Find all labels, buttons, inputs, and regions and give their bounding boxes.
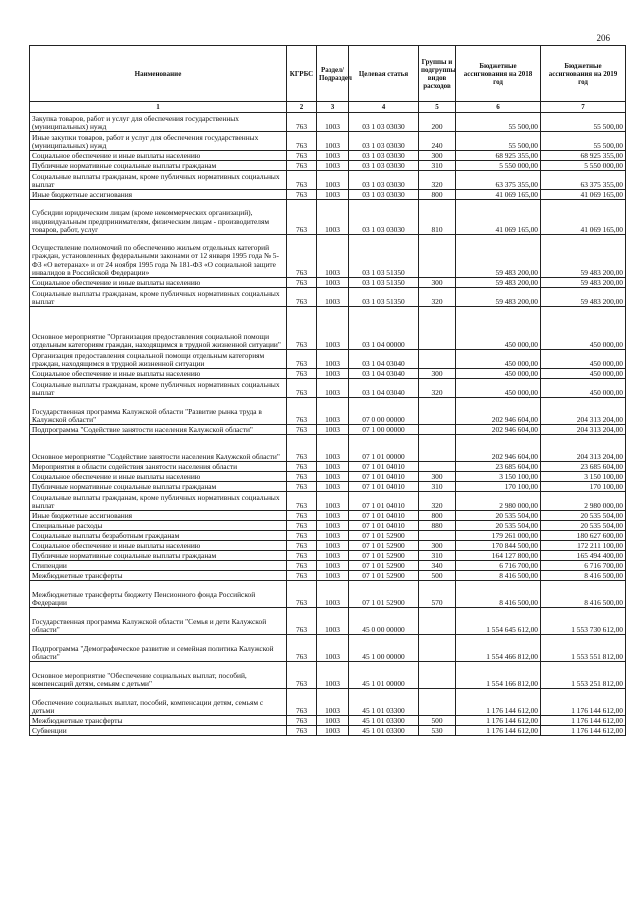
- row-group-cell: 800: [419, 190, 456, 200]
- page-number: 206: [596, 33, 610, 43]
- table-row: [30, 521, 626, 531]
- column-number: 6: [456, 102, 541, 113]
- row-kgrbs-cell: 763: [287, 379, 317, 398]
- row-2019-cell: 59 483 200,00: [541, 288, 626, 307]
- row-group-cell: [419, 435, 456, 462]
- column-number-row: [30, 102, 626, 113]
- row-2018-cell: 3 150 100,00: [456, 472, 541, 482]
- header-name: Наименование: [30, 46, 287, 102]
- row-2019-cell: 450 000,00: [541, 379, 626, 398]
- row-2018-cell: 5 550 000,00: [456, 161, 541, 171]
- row-razdel-cell: 1003: [317, 608, 349, 635]
- row-kgrbs-cell: 763: [287, 435, 317, 462]
- row-kgrbs-cell: 763: [287, 492, 317, 511]
- row-kgrbs-cell: 763: [287, 541, 317, 551]
- table-row: [30, 200, 626, 235]
- row-name-cell: Иные закупки товаров, работ и услуг для обеспечения государственных (муниципальных) нужд: [30, 132, 287, 151]
- row-2018-cell: 8 416 500,00: [456, 581, 541, 608]
- row-name-cell: Иные бюджетные ассигнования: [30, 190, 287, 200]
- row-name-cell: Основное мероприятие "Содействие занятости населения Калужской области": [30, 435, 287, 462]
- row-target-cell: 07 1 01 52900: [349, 571, 419, 581]
- row-name-cell: Основное мероприятие "Обеспечение социальных выплат, пособий, компенсаций детям, семьям с детьми": [30, 662, 287, 689]
- row-2018-cell: 20 535 504,00: [456, 511, 541, 521]
- row-group-cell: 810: [419, 200, 456, 235]
- row-name-cell: Социальные выплаты гражданам, кроме публичных нормативных социальных выплат: [30, 171, 287, 190]
- row-2019-cell: 204 313 204,00: [541, 435, 626, 462]
- row-2018-cell: 179 261 000,00: [456, 531, 541, 541]
- row-razdel-cell: 1003: [317, 541, 349, 551]
- table-row: [30, 571, 626, 581]
- row-2019-cell: 204 313 204,00: [541, 398, 626, 425]
- row-name-cell: Социальные выплаты гражданам, кроме публичных нормативных социальных выплат: [30, 492, 287, 511]
- table-row: [30, 288, 626, 307]
- row-kgrbs-cell: 763: [287, 608, 317, 635]
- table-row: [30, 726, 626, 736]
- row-group-cell: [419, 398, 456, 425]
- row-group-cell: [419, 235, 456, 278]
- row-group-cell: 300: [419, 278, 456, 288]
- table-row: [30, 278, 626, 288]
- row-kgrbs-cell: 763: [287, 462, 317, 472]
- table-row: [30, 608, 626, 635]
- row-2019-cell: 8 416 500,00: [541, 571, 626, 581]
- row-target-cell: 03 1 03 03030: [349, 151, 419, 161]
- row-target-cell: 07 1 01 52900: [349, 561, 419, 571]
- row-kgrbs-cell: 763: [287, 581, 317, 608]
- row-2019-cell: 1 176 144 612,00: [541, 689, 626, 716]
- column-number: 2: [287, 102, 317, 113]
- row-name-cell: Публичные нормативные социальные выплаты гражданам: [30, 161, 287, 171]
- column-number: 1: [30, 102, 287, 113]
- row-2019-cell: 165 494 400,00: [541, 551, 626, 561]
- table-row: [30, 350, 626, 369]
- row-razdel-cell: 1003: [317, 113, 349, 132]
- row-2019-cell: 8 416 500,00: [541, 581, 626, 608]
- row-razdel-cell: 1003: [317, 726, 349, 736]
- table-row: [30, 662, 626, 689]
- row-kgrbs-cell: 763: [287, 235, 317, 278]
- row-target-cell: 03 1 03 51350: [349, 278, 419, 288]
- table-row: [30, 435, 626, 462]
- row-2019-cell: 170 100,00: [541, 482, 626, 492]
- row-group-cell: 320: [419, 288, 456, 307]
- header-kgrbs: КГРБС: [287, 46, 317, 102]
- row-name-cell: Социальные выплаты безработным гражданам: [30, 531, 287, 541]
- row-razdel-cell: 1003: [317, 200, 349, 235]
- row-group-cell: 300: [419, 369, 456, 379]
- header-2019: Бюджетные ассигнования на 2019 год: [541, 46, 626, 102]
- row-group-cell: [419, 462, 456, 472]
- row-kgrbs-cell: 763: [287, 425, 317, 435]
- row-2019-cell: 1 553 730 612,00: [541, 608, 626, 635]
- row-name-cell: Подпрограмма "Содействие занятости населения Калужской области": [30, 425, 287, 435]
- row-name-cell: Организация предоставления социальной помощи отдельным категориям граждан, находящимся в трудной жизненной ситуации: [30, 350, 287, 369]
- row-group-cell: 240: [419, 132, 456, 151]
- row-name-cell: Публичные нормативные социальные выплаты гражданам: [30, 551, 287, 561]
- row-target-cell: 07 1 01 52900: [349, 551, 419, 561]
- row-razdel-cell: 1003: [317, 171, 349, 190]
- header-row: [30, 46, 626, 102]
- row-name-cell: Специальные расходы: [30, 521, 287, 531]
- row-group-cell: 320: [419, 379, 456, 398]
- row-razdel-cell: 1003: [317, 511, 349, 521]
- row-2019-cell: 41 069 165,00: [541, 190, 626, 200]
- table-row: [30, 307, 626, 350]
- row-kgrbs-cell: 763: [287, 171, 317, 190]
- column-number: 3: [317, 102, 349, 113]
- header-razdel: Раздел/ Подраздел: [317, 46, 349, 102]
- row-group-cell: [419, 608, 456, 635]
- row-kgrbs-cell: 763: [287, 278, 317, 288]
- row-target-cell: 03 1 03 03030: [349, 161, 419, 171]
- row-2018-cell: 55 500,00: [456, 132, 541, 151]
- row-target-cell: 03 1 04 00000: [349, 307, 419, 350]
- row-name-cell: Социальное обеспечение и иные выплаты населению: [30, 369, 287, 379]
- table-row: [30, 171, 626, 190]
- row-name-cell: Закупка товаров, работ и услуг для обеспечения государственных (муниципальных) нужд: [30, 113, 287, 132]
- row-kgrbs-cell: 763: [287, 113, 317, 132]
- row-name-cell: Субсидии юридическим лицам (кроме некоммерческих организаций), индивидуальным предпринимателям, физическим лицам - производителям товаров, работ, услуг: [30, 200, 287, 235]
- header-2018: Бюджетные ассигнования на 2018 год: [456, 46, 541, 102]
- row-target-cell: 45 1 00 00000: [349, 635, 419, 662]
- row-name-cell: Подпрограмма "Демографическое развитие и семейная политика Калужской области": [30, 635, 287, 662]
- row-2019-cell: 68 925 355,00: [541, 151, 626, 161]
- row-2019-cell: 41 069 165,00: [541, 200, 626, 235]
- row-2019-cell: 55 500,00: [541, 113, 626, 132]
- row-2019-cell: 450 000,00: [541, 369, 626, 379]
- row-kgrbs-cell: 763: [287, 200, 317, 235]
- row-group-cell: 500: [419, 571, 456, 581]
- table-row: [30, 425, 626, 435]
- row-target-cell: 03 1 03 03030: [349, 190, 419, 200]
- row-kgrbs-cell: 763: [287, 571, 317, 581]
- table-row: [30, 511, 626, 521]
- row-target-cell: 03 1 03 03030: [349, 113, 419, 132]
- row-target-cell: 03 1 04 03040: [349, 369, 419, 379]
- row-2019-cell: 23 685 604,00: [541, 462, 626, 472]
- row-2018-cell: 170 844 500,00: [456, 541, 541, 551]
- row-name-cell: Осуществление полномочий по обеспечению жильем отдельных категорий граждан, установленных федеральными законами от 12 января 1995 года № 5-ФЗ «О ветеранах» и от 24 ноября 1995 года № 181-ФЗ «О социальной защите инвалидов в Российской Федерации»: [30, 235, 287, 278]
- row-2018-cell: 59 483 200,00: [456, 235, 541, 278]
- row-kgrbs-cell: 763: [287, 635, 317, 662]
- header-group: Группы и подгруппы видов расходов: [419, 46, 456, 102]
- row-razdel-cell: 1003: [317, 369, 349, 379]
- row-group-cell: 200: [419, 113, 456, 132]
- row-name-cell: Государственная программа Калужской области "Семья и дети Калужской области": [30, 608, 287, 635]
- row-2018-cell: 41 069 165,00: [456, 190, 541, 200]
- row-target-cell: 07 1 01 52900: [349, 531, 419, 541]
- row-razdel-cell: 1003: [317, 492, 349, 511]
- row-razdel-cell: 1003: [317, 571, 349, 581]
- row-group-cell: 500: [419, 716, 456, 726]
- row-group-cell: [419, 635, 456, 662]
- row-2018-cell: 41 069 165,00: [456, 200, 541, 235]
- table-row: [30, 379, 626, 398]
- row-2018-cell: 23 685 604,00: [456, 462, 541, 472]
- row-kgrbs-cell: 763: [287, 288, 317, 307]
- row-group-cell: [419, 350, 456, 369]
- row-target-cell: 07 1 01 04010: [349, 472, 419, 482]
- row-name-cell: Социальные выплаты гражданам, кроме публичных нормативных социальных выплат: [30, 379, 287, 398]
- row-target-cell: 45 0 00 00000: [349, 608, 419, 635]
- row-2019-cell: 450 000,00: [541, 307, 626, 350]
- row-razdel-cell: 1003: [317, 190, 349, 200]
- row-2018-cell: 55 500,00: [456, 113, 541, 132]
- row-2018-cell: 68 925 355,00: [456, 151, 541, 161]
- row-2018-cell: 1 554 645 612,00: [456, 608, 541, 635]
- row-name-cell: Публичные нормативные социальные выплаты гражданам: [30, 482, 287, 492]
- column-number: 7: [541, 102, 626, 113]
- row-2019-cell: 450 000,00: [541, 350, 626, 369]
- row-2019-cell: 1 553 251 812,00: [541, 662, 626, 689]
- row-razdel-cell: 1003: [317, 398, 349, 425]
- row-name-cell: Социальное обеспечение и иные выплаты населению: [30, 151, 287, 161]
- row-razdel-cell: 1003: [317, 435, 349, 462]
- row-2018-cell: 202 946 604,00: [456, 398, 541, 425]
- row-target-cell: 07 1 01 04010: [349, 492, 419, 511]
- table-row: [30, 635, 626, 662]
- row-target-cell: 07 1 01 00000: [349, 435, 419, 462]
- table-row: [30, 561, 626, 571]
- row-kgrbs-cell: 763: [287, 716, 317, 726]
- row-2018-cell: 63 375 355,00: [456, 171, 541, 190]
- row-2018-cell: 1 554 166 812,00: [456, 662, 541, 689]
- row-kgrbs-cell: 763: [287, 662, 317, 689]
- row-kgrbs-cell: 763: [287, 307, 317, 350]
- row-2019-cell: 2 980 000,00: [541, 492, 626, 511]
- row-razdel-cell: 1003: [317, 161, 349, 171]
- row-razdel-cell: 1003: [317, 689, 349, 716]
- row-2018-cell: 450 000,00: [456, 379, 541, 398]
- row-2019-cell: 63 375 355,00: [541, 171, 626, 190]
- row-kgrbs-cell: 763: [287, 350, 317, 369]
- row-razdel-cell: 1003: [317, 132, 349, 151]
- row-kgrbs-cell: 763: [287, 151, 317, 161]
- row-2019-cell: 59 483 200,00: [541, 278, 626, 288]
- row-target-cell: 03 1 03 03030: [349, 171, 419, 190]
- row-kgrbs-cell: 763: [287, 398, 317, 425]
- row-name-cell: Межбюджетные трансферты: [30, 716, 287, 726]
- row-2019-cell: 172 211 100,00: [541, 541, 626, 551]
- row-razdel-cell: 1003: [317, 482, 349, 492]
- row-2019-cell: 20 535 504,00: [541, 511, 626, 521]
- row-razdel-cell: 1003: [317, 151, 349, 161]
- table-row: [30, 235, 626, 278]
- row-target-cell: 45 1 01 03300: [349, 716, 419, 726]
- row-group-cell: 320: [419, 171, 456, 190]
- row-razdel-cell: 1003: [317, 235, 349, 278]
- budget-table: [29, 45, 626, 736]
- column-number: 4: [349, 102, 419, 113]
- column-number: 5: [419, 102, 456, 113]
- row-group-cell: 300: [419, 472, 456, 482]
- row-razdel-cell: 1003: [317, 462, 349, 472]
- row-2018-cell: 20 535 504,00: [456, 521, 541, 531]
- row-target-cell: 45 1 01 03300: [349, 689, 419, 716]
- row-name-cell: Государственная программа Калужской области "Развитие рынка труда в Калужской области": [30, 398, 287, 425]
- row-target-cell: 03 1 03 03030: [349, 132, 419, 151]
- row-2019-cell: 1 176 144 612,00: [541, 716, 626, 726]
- row-kgrbs-cell: 763: [287, 482, 317, 492]
- row-kgrbs-cell: 763: [287, 531, 317, 541]
- row-2018-cell: 6 716 700,00: [456, 561, 541, 571]
- table-row: [30, 151, 626, 161]
- row-name-cell: Обеспечение социальных выплат, пособий, компенсации детям, семьям с детьми: [30, 689, 287, 716]
- row-group-cell: 320: [419, 492, 456, 511]
- row-group-cell: 300: [419, 541, 456, 551]
- row-target-cell: 45 1 01 03300: [349, 726, 419, 736]
- row-razdel-cell: 1003: [317, 716, 349, 726]
- row-razdel-cell: 1003: [317, 531, 349, 541]
- row-2018-cell: 59 483 200,00: [456, 288, 541, 307]
- table-row: [30, 369, 626, 379]
- table-row: [30, 462, 626, 472]
- row-name-cell: Межбюджетные трансферты: [30, 571, 287, 581]
- row-kgrbs-cell: 763: [287, 132, 317, 151]
- table-row: [30, 551, 626, 561]
- row-2018-cell: 164 127 800,00: [456, 551, 541, 561]
- row-group-cell: 570: [419, 581, 456, 608]
- row-target-cell: 03 1 03 51350: [349, 288, 419, 307]
- row-razdel-cell: 1003: [317, 561, 349, 571]
- row-razdel-cell: 1003: [317, 635, 349, 662]
- table-row: [30, 531, 626, 541]
- row-target-cell: 03 1 03 51350: [349, 235, 419, 278]
- table-row: [30, 716, 626, 726]
- row-kgrbs-cell: 763: [287, 551, 317, 561]
- row-group-cell: 310: [419, 551, 456, 561]
- row-group-cell: 310: [419, 482, 456, 492]
- row-2019-cell: 6 716 700,00: [541, 561, 626, 571]
- row-2018-cell: 8 416 500,00: [456, 571, 541, 581]
- table-row: [30, 482, 626, 492]
- row-group-cell: [419, 307, 456, 350]
- row-razdel-cell: 1003: [317, 472, 349, 482]
- row-kgrbs-cell: 763: [287, 689, 317, 716]
- row-2019-cell: 180 627 600,00: [541, 531, 626, 541]
- row-kgrbs-cell: 763: [287, 161, 317, 171]
- table-row: [30, 541, 626, 551]
- row-group-cell: [419, 531, 456, 541]
- table-row: [30, 472, 626, 482]
- row-razdel-cell: 1003: [317, 662, 349, 689]
- row-razdel-cell: 1003: [317, 425, 349, 435]
- row-group-cell: 880: [419, 521, 456, 531]
- table-row: [30, 398, 626, 425]
- row-group-cell: 530: [419, 726, 456, 736]
- row-target-cell: 07 0 00 00000: [349, 398, 419, 425]
- table-body: [30, 113, 626, 736]
- row-razdel-cell: 1003: [317, 551, 349, 561]
- row-target-cell: 07 1 01 04010: [349, 511, 419, 521]
- row-target-cell: 03 1 04 03040: [349, 350, 419, 369]
- row-target-cell: 07 1 01 52900: [349, 541, 419, 551]
- row-kgrbs-cell: 763: [287, 726, 317, 736]
- table-row: [30, 581, 626, 608]
- row-target-cell: 03 1 03 03030: [349, 200, 419, 235]
- table-row: [30, 190, 626, 200]
- row-target-cell: 07 1 01 04010: [349, 462, 419, 472]
- row-kgrbs-cell: 763: [287, 369, 317, 379]
- row-name-cell: Стипендии: [30, 561, 287, 571]
- row-group-cell: 340: [419, 561, 456, 571]
- row-group-cell: 300: [419, 151, 456, 161]
- row-kgrbs-cell: 763: [287, 561, 317, 571]
- row-2018-cell: 450 000,00: [456, 307, 541, 350]
- row-2018-cell: 1 176 144 612,00: [456, 726, 541, 736]
- row-2018-cell: 1 554 466 812,00: [456, 635, 541, 662]
- row-kgrbs-cell: 763: [287, 472, 317, 482]
- row-2019-cell: 3 150 100,00: [541, 472, 626, 482]
- table-row: [30, 132, 626, 151]
- row-razdel-cell: 1003: [317, 278, 349, 288]
- row-razdel-cell: 1003: [317, 350, 349, 369]
- row-2018-cell: 450 000,00: [456, 369, 541, 379]
- row-2019-cell: 55 500,00: [541, 132, 626, 151]
- row-name-cell: Социальное обеспечение и иные выплаты населению: [30, 472, 287, 482]
- row-group-cell: [419, 425, 456, 435]
- row-target-cell: 07 1 01 04010: [349, 521, 419, 531]
- row-kgrbs-cell: 763: [287, 521, 317, 531]
- row-target-cell: 07 1 01 04010: [349, 482, 419, 492]
- row-group-cell: 800: [419, 511, 456, 521]
- row-razdel-cell: 1003: [317, 307, 349, 350]
- row-2018-cell: 170 100,00: [456, 482, 541, 492]
- row-kgrbs-cell: 763: [287, 190, 317, 200]
- table-row: [30, 161, 626, 171]
- row-2019-cell: 20 535 504,00: [541, 521, 626, 531]
- row-razdel-cell: 1003: [317, 288, 349, 307]
- row-2019-cell: 5 550 000,00: [541, 161, 626, 171]
- row-group-cell: 310: [419, 161, 456, 171]
- row-razdel-cell: 1003: [317, 581, 349, 608]
- row-razdel-cell: 1003: [317, 521, 349, 531]
- header-target: Целевая статья: [349, 46, 419, 102]
- row-2019-cell: 204 313 204,00: [541, 425, 626, 435]
- row-name-cell: Мероприятия в области содействия занятости населения области: [30, 462, 287, 472]
- row-name-cell: Социальные выплаты гражданам, кроме публичных нормативных социальных выплат: [30, 288, 287, 307]
- row-target-cell: 07 1 00 00000: [349, 425, 419, 435]
- row-2018-cell: 450 000,00: [456, 350, 541, 369]
- row-name-cell: Основное мероприятие "Организация предоставления социальной помощи отдельным категориям граждан, находящимся в трудной жизненной ситуации": [30, 307, 287, 350]
- table-row: [30, 689, 626, 716]
- row-2019-cell: 1 553 551 812,00: [541, 635, 626, 662]
- row-2019-cell: 59 483 200,00: [541, 235, 626, 278]
- row-2018-cell: 202 946 604,00: [456, 425, 541, 435]
- row-kgrbs-cell: 763: [287, 511, 317, 521]
- row-2019-cell: 1 176 144 612,00: [541, 726, 626, 736]
- row-2018-cell: 59 483 200,00: [456, 278, 541, 288]
- row-target-cell: 45 1 01 00000: [349, 662, 419, 689]
- row-2018-cell: 202 946 604,00: [456, 435, 541, 462]
- row-name-cell: Социальное обеспечение и иные выплаты населению: [30, 278, 287, 288]
- row-target-cell: 03 1 04 03040: [349, 379, 419, 398]
- row-name-cell: Субвенции: [30, 726, 287, 736]
- row-name-cell: Социальное обеспечение и иные выплаты населению: [30, 541, 287, 551]
- row-name-cell: Иные бюджетные ассигнования: [30, 511, 287, 521]
- row-razdel-cell: 1003: [317, 379, 349, 398]
- row-2018-cell: 2 980 000,00: [456, 492, 541, 511]
- row-group-cell: [419, 662, 456, 689]
- table-row: [30, 113, 626, 132]
- table-row: [30, 492, 626, 511]
- row-name-cell: Межбюджетные трансферты бюджету Пенсионного фонда Российской Федерации: [30, 581, 287, 608]
- row-2018-cell: 1 176 144 612,00: [456, 689, 541, 716]
- row-target-cell: 07 1 01 52900: [349, 581, 419, 608]
- row-2018-cell: 1 176 144 612,00: [456, 716, 541, 726]
- row-group-cell: [419, 689, 456, 716]
